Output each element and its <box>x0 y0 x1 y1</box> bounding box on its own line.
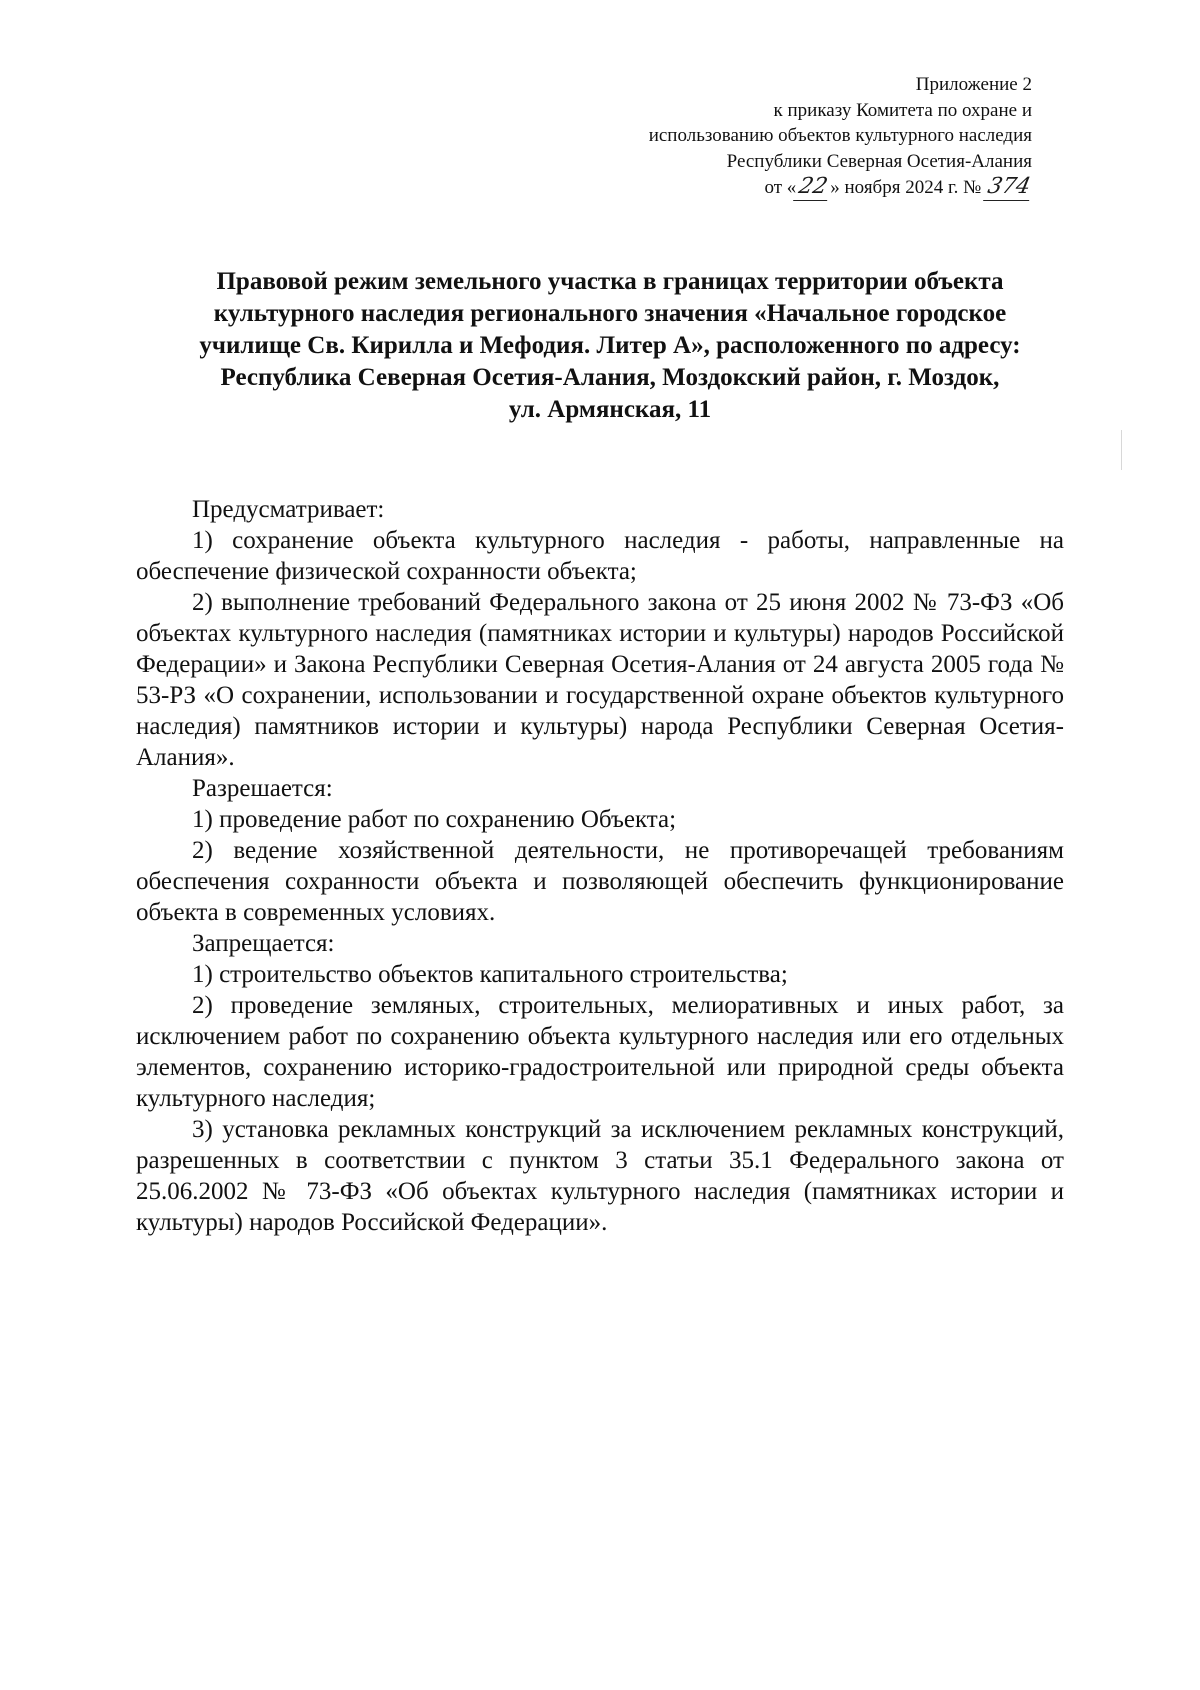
date-prefix: от « <box>764 177 797 198</box>
document-title <box>150 266 1070 426</box>
date-suffix: » ноября 2024 г. № <box>830 177 982 198</box>
title-line: культурного наследия регионального значения «Начальное городское <box>213 300 1007 327</box>
allowed-item: 1) проведение работ по сохранению Объекта; <box>192 806 677 833</box>
forbidden-item: 1) строительство объектов капитального строительства; <box>192 961 788 988</box>
title-line: ул. Армянская, 11 <box>508 396 712 423</box>
provides-item: 2) выполнение требований Федерального закона от 25 июня 2002 № 73-ФЗ «Об объектах культурного наследия (памятниках истории и культуры) народов Российской Федерации» и Закона Республики Северная Осетия-Алания от 24 августа 2005 года № 53-РЗ «О сохранении, использовании и государственной охране объектов культурного наследия) памятников истории и культуры) народа Республики Северная Осетия-Алания». <box>136 589 1064 771</box>
allowed-item: 2) ведение хозяйственной деятельности, не противоречащей требованиям обеспечения сохранности объекта и позволяющей обеспечить функционирование объекта в современных условиях. <box>136 837 1064 926</box>
scan-artifact <box>1121 430 1122 470</box>
committee-name-line: использованию объектов культурного наследия <box>648 125 1032 146</box>
title-line: училище Св. Кирилла и Мефодия. Литер А», расположенного по адресу: <box>199 332 1021 359</box>
forbidden-item: 3) установка рекламных конструкций за исключением рекламных конструкций, разрешенных в соответствии с пунктом 3 статьи 35.1 Федерального закона от 25.06.2002 № 73-ФЗ «Об объектах культурного наследия (памятниках истории и культуры) народов Российской Федерации». <box>136 1116 1064 1236</box>
title-line: Правовой режим земельного участка в границах территории объекта <box>216 268 1004 295</box>
provides-item: 1) сохранение объекта культурного наследия - работы, направленные на обеспечение физической сохранности объекта; <box>136 527 1064 585</box>
section-heading-forbidden: Запрещается: <box>192 930 335 957</box>
forbidden-item: 2) проведение земляных, строительных, мелиоративных и иных работ, за исключением работ по сохранению объекта культурного наследия или его отдельных элементов, сохранению историко-градостроительной или природной среды объекта культурного наследия; <box>136 992 1064 1112</box>
order-date-line <box>472 174 1032 201</box>
section-heading-allowed: Разрешается: <box>192 775 333 802</box>
title-line: Республика Северная Осетия-Алания, Моздокский район, г. Моздок, <box>220 364 1000 391</box>
order-reference-line: к приказу Комитета по охране и <box>773 99 1032 121</box>
handwritten-date-day: 22 <box>793 174 833 201</box>
section-heading-provides: Предусматривает: <box>192 496 385 523</box>
appendix-number: Приложение 2 <box>915 74 1032 95</box>
document-body <box>136 494 1064 1238</box>
republic-name-line: Республики Северная Осетия-Алания <box>726 150 1032 172</box>
appendix-header <box>472 72 1032 201</box>
handwritten-order-number: 374 <box>983 174 1035 201</box>
